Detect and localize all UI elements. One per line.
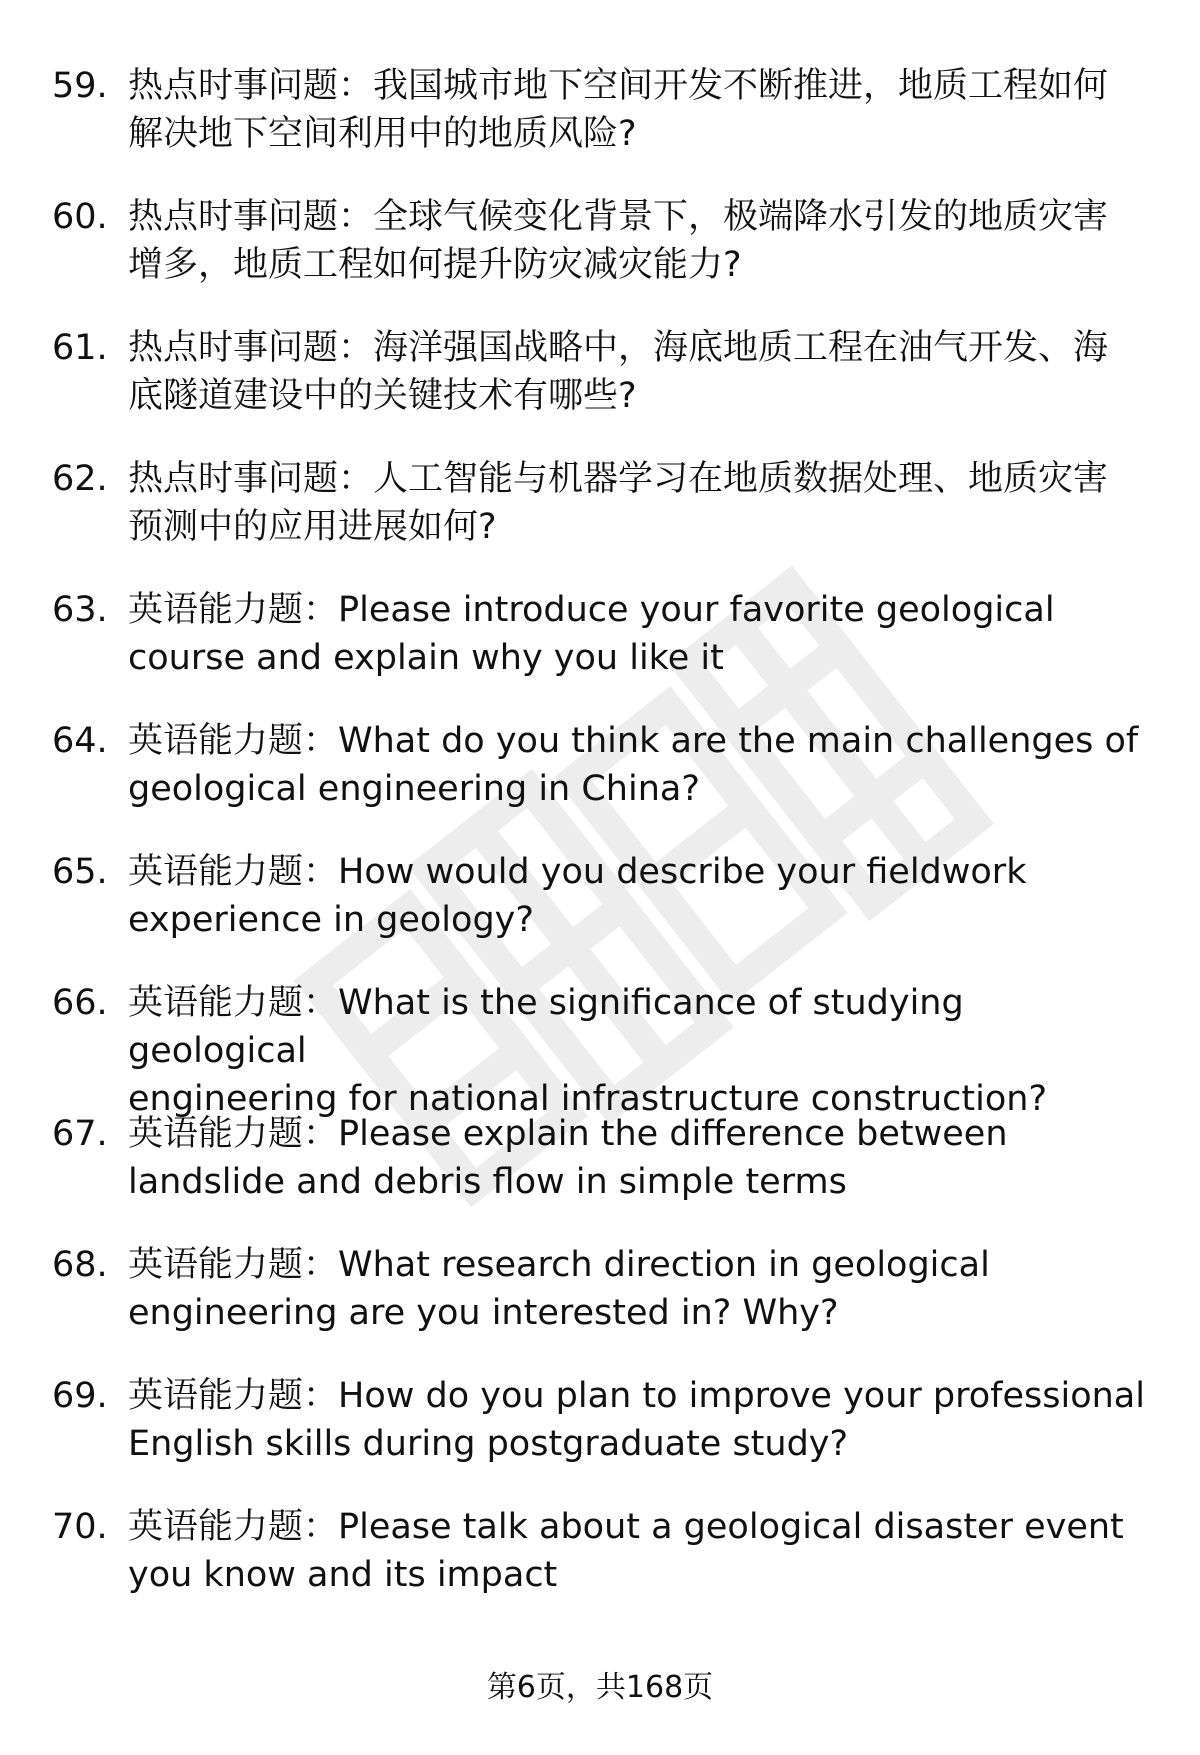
question-text-line: landslide and debris flow in simple terms [128, 1162, 847, 1202]
question-text [128, 1241, 1152, 1337]
question-item [0, 1241, 1200, 1372]
question-text [128, 1110, 1152, 1206]
question-text-line: 热点时事问题：海洋强国战略中，海底地质工程在油气开发、海 [128, 328, 1109, 368]
question-number: 61. [52, 328, 108, 368]
question-number: 66. [52, 983, 108, 1023]
question-text-line: course and explain why you like it [128, 638, 724, 678]
question-text [128, 455, 1152, 551]
question-item [0, 979, 1200, 1119]
question-text [128, 324, 1152, 420]
question-text-line: 英语能力题：What do you think are the main challenges of [128, 721, 1139, 761]
question-number: 65. [52, 852, 108, 892]
question-item [0, 1503, 1200, 1634]
question-number: 64. [52, 721, 108, 761]
question-text-line: 预测中的应用进展如何? [128, 507, 497, 547]
question-number: 69. [52, 1376, 108, 1416]
question-number: 70. [52, 1507, 108, 1547]
question-text-line: 底隧道建设中的关键技术有哪些? [128, 376, 637, 416]
question-text-line: 热点时事问题：我国城市地下空间开发不断推进，地质工程如何 [128, 66, 1109, 106]
question-text-line: 英语能力题：Please talk about a geological disaster event [128, 1507, 1124, 1547]
question-item [0, 324, 1200, 455]
question-number: 60. [52, 197, 108, 237]
page-number-footer: 第6页，共168页 [486, 1670, 714, 1705]
question-text-line: 英语能力题：How would you describe your fieldwork [128, 852, 1027, 892]
question-number: 62. [52, 459, 108, 499]
question-text [128, 193, 1152, 289]
question-text [128, 62, 1152, 158]
question-item [0, 1110, 1200, 1241]
question-text-line: engineering are you interested in? Why? [128, 1293, 839, 1333]
question-text-line: 热点时事问题：人工智能与机器学习在地质数据处理、地质灾害 [128, 459, 1109, 499]
question-text-line: geological engineering in China? [128, 769, 700, 809]
question-text [128, 979, 1152, 1123]
question-text [128, 586, 1152, 682]
question-text-line: engineering for national infrastructure construction? [128, 1079, 1048, 1119]
question-item [0, 455, 1200, 586]
question-text [128, 1503, 1152, 1599]
question-item [0, 848, 1200, 979]
question-text-line: 英语能力题：How do you plan to improve your professional [128, 1376, 1145, 1416]
question-text [128, 848, 1152, 944]
question-text-line: English skills during postgraduate study? [128, 1424, 849, 1464]
question-text-line: 热点时事问题：全球气候变化背景下，极端降水引发的地质灾害 [128, 197, 1109, 237]
question-number: 68. [52, 1245, 108, 1285]
question-number: 67. [52, 1114, 108, 1154]
question-item [0, 717, 1200, 848]
question-item [0, 62, 1200, 193]
question-text-line: 英语能力题：What research direction in geological [128, 1245, 990, 1285]
question-text-line: 英语能力题：What is the significance of studying geological [128, 983, 964, 1071]
question-text-line: 增多，地质工程如何提升防灾减灾能力? [128, 245, 742, 285]
question-item [0, 1372, 1200, 1503]
question-text-line: 英语能力题：Please explain the difference between [128, 1114, 1008, 1154]
question-text-line: you know and its impact [128, 1555, 558, 1595]
question-number: 59. [52, 66, 108, 106]
question-text-line: 英语能力题：Please introduce your favorite geological [128, 590, 1055, 630]
question-number: 63. [52, 590, 108, 630]
question-item [0, 586, 1200, 717]
question-text-line: experience in geology? [128, 900, 534, 940]
question-list [0, 62, 1200, 1634]
question-text [128, 1372, 1152, 1468]
question-text [128, 717, 1152, 813]
question-item [0, 193, 1200, 324]
question-text-line: 解决地下空间利用中的地质风险? [128, 114, 637, 154]
